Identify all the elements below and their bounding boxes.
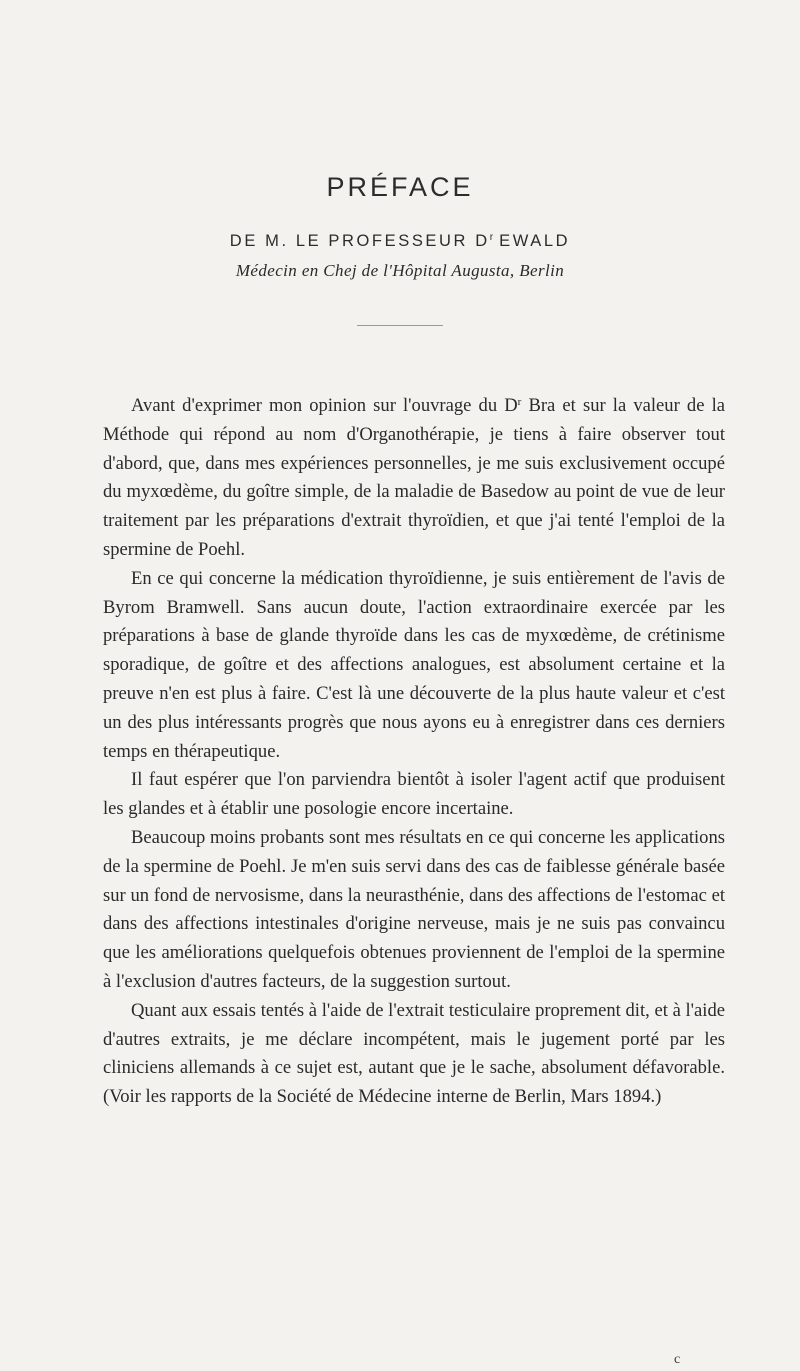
paragraph-5: Quant aux essais tentés à l'aide de l'extrait testiculaire proprement dit, et à l'aide d'autres extraits, je me déclare incompétent, mais le jugement porté par les cliniciens allemands à ce sujet est, autant que je le sache, absolument défavorable. (Voir les rapports de la Société de Médecine interne de Berlin, Mars 1894.) [103,999,725,1108]
paragraph-2: En ce qui concerne la médication thyroïdienne, je suis entièrement de l'avis de Byrom Bramwell. Sans aucun doute, l'action extraordinaire exercée par les préparations à base de glande thyroïde dans les cas de myxœdème, de crétinisme sporadique, de goître et des affections analogues, est absolument certaine et la preuve n'en est plus à faire. C'est là une découverte de la plus haute valeur et c'est un des plus intéressants progrès que nous ayons eu à enregistrer dans ces derniers temps en thérapeutique. [103,567,725,762]
doctor-superscript: r [517,396,522,408]
page-title: PRÉFACE [326,172,474,202]
preface-body [103,392,725,1112]
author-name: EWALD [499,232,571,250]
separator-rule [357,325,443,326]
paragraph-1-rest: Bra et sur la valeur de la Méthode qui répond au nom d'Organothérapie, je tiens à faire observer tout d'abord, que, dans mes expériences personnelles, je me suis exclusivement occupé du myxœdème, du goître simple, de la maladie de Basedow au point de vue de leur traitement par les préparations d'extrait thyroïdien, et que j'ai tenté l'emploi de la spermine de Poehl. [103,395,725,560]
paragraph-3: Il faut espérer que l'on parviendra bientôt à isoler l'agent actif que produisent les glandes et à établir une posologie encore incertaine. [103,769,725,820]
author-line-text: DE M. LE PROFESSEUR D [229,232,490,250]
paragraph-4: Beaucoup moins probants sont mes résultats en ce qui concerne les applications de la spermine de Poehl. Je m'en suis servi dans des cas de faiblesse générale basée sur un fond de nervosisme, dans la neurasthénie, dans des affections de l'estomac et dans des affections intestinales d'origine nerveuse, mais je ne suis pas convaincu que les améliorations quelquefois obtenues proviennent de l'emploi de la spermine à l'exclusion d'autres facteurs, de la suggestion surtout. [103,826,725,992]
doctor-superscript: r [489,232,494,243]
author-affiliation: Médecin en Chej de l'Hôpital Augusta, Berlin [235,261,565,280]
paragraph-1-start: Avant d'exprimer mon opinion sur l'ouvrage du D [131,395,518,416]
signature-mark: c [674,1352,681,1367]
author-line [0,232,800,251]
paragraph-1 [103,392,725,565]
